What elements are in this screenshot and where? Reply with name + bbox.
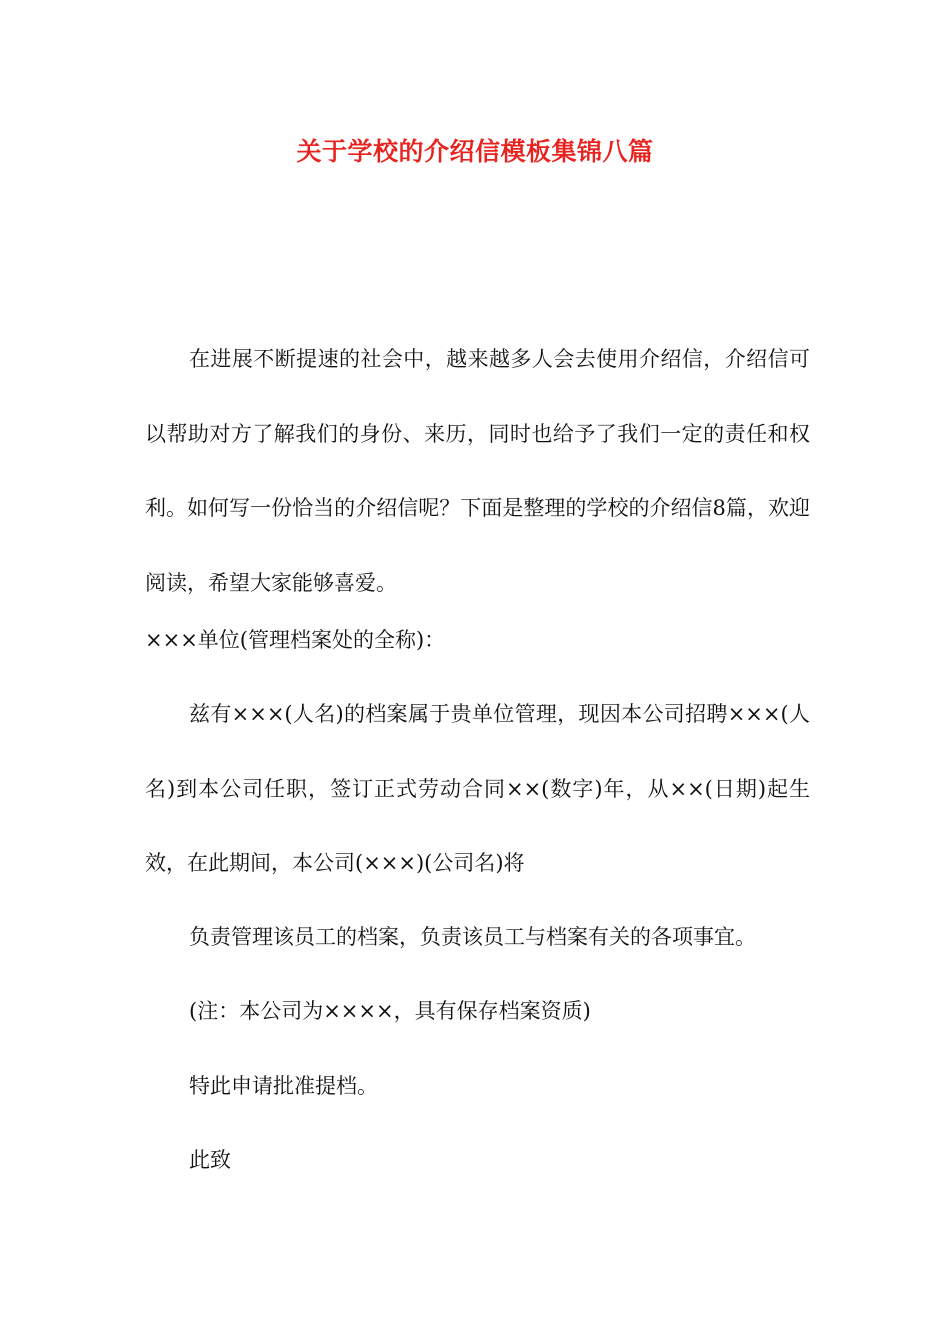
letter-body-paragraph: 兹有×××(人名)的档案属于贵单位管理，现因本公司招聘×××(人名)到本公司任职，签订正式劳动合同××(数字)年，从××(日期)起生效，在此期间，本公司(×××)(公司名)将: [145, 702, 810, 875]
request-line: 特此申请批准提档。: [189, 1074, 378, 1098]
letter-body-continuation: 负责管理该员工的档案，负责该员工与档案有关的各项事宜。: [189, 925, 756, 949]
document-title: 关于学校的介绍信模板集锦八篇: [296, 137, 654, 166]
closing-line: 此致: [189, 1148, 231, 1172]
salutation-line: ×××单位(管理档案处的全称)：: [145, 628, 446, 652]
intro-paragraph: 在进展不断提速的社会中，越来越多人会去使用介绍信，介绍信可以帮助对方了解我们的身份、来历，同时也给予了我们一定的责任和权利。如何写一份恰当的介绍信呢？下面是整理的学校的介绍信8篇，欢迎阅读，希望大家能够喜爱。: [145, 347, 810, 595]
note-line: (注：本公司为××××，具有保存档案资质): [189, 999, 591, 1023]
